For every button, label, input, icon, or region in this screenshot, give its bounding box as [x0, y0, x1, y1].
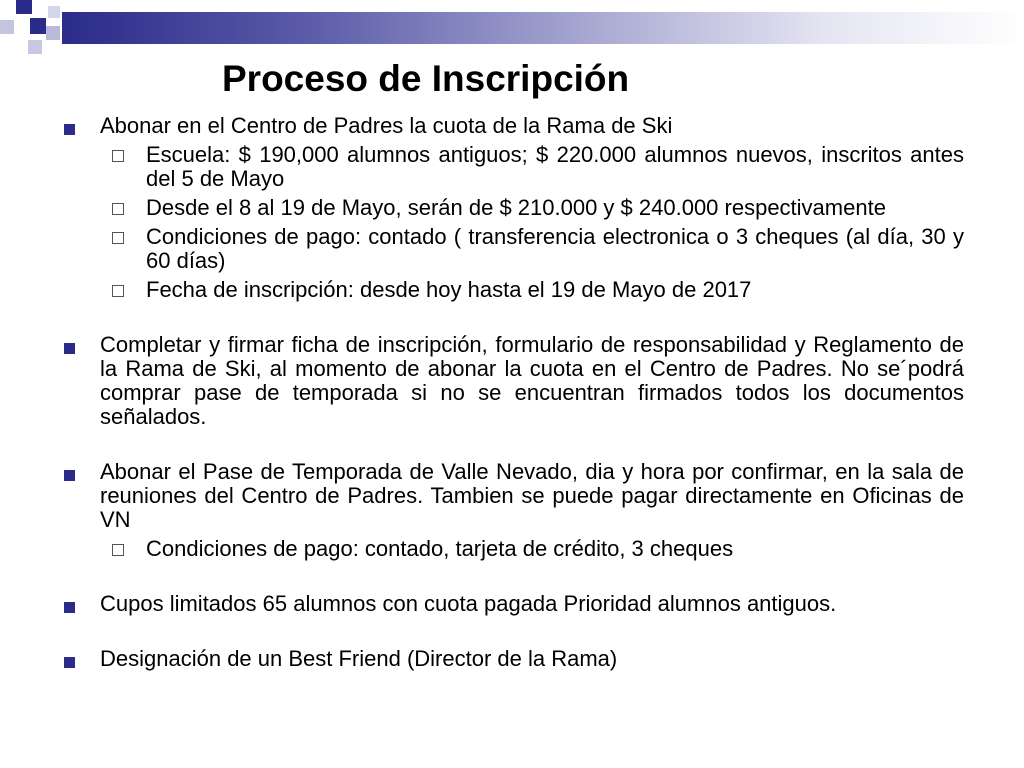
hollow-square-bullet-icon — [112, 203, 124, 215]
sub-bullet-item — [56, 278, 964, 302]
header-gradient-bar — [62, 12, 1024, 44]
sub-bullet-item — [56, 225, 964, 273]
decor-square — [0, 20, 14, 34]
hollow-square-bullet-icon — [112, 150, 124, 162]
sub-bullet-text: Escuela: $ 190,000 alumnos antiguos; $ 220.000 alumnos nuevos, inscritos antes del 5 de Mayo — [146, 142, 964, 191]
bullet-item — [56, 114, 964, 138]
square-bullet-icon — [64, 470, 75, 481]
bullet-text: Cupos limitados 65 alumnos con cuota pagada Prioridad alumnos antiguos. — [100, 591, 837, 616]
bullet-list — [56, 114, 964, 671]
hollow-square-bullet-icon — [112, 544, 124, 556]
square-bullet-icon — [64, 343, 75, 354]
sub-bullet-item — [56, 196, 964, 220]
decor-square — [46, 26, 60, 40]
slide-title: Proceso de Inscripción — [222, 58, 630, 99]
bullet-item — [56, 460, 964, 532]
decor-square — [30, 18, 46, 34]
square-bullet-icon — [64, 124, 75, 135]
bullet-text: Abonar en el Centro de Padres la cuota de la Rama de Ski — [100, 113, 673, 138]
decor-square — [48, 6, 60, 18]
sub-bullet-text: Fecha de inscripción: desde hoy hasta el 19 de Mayo de 2017 — [146, 277, 752, 302]
bullet-item — [56, 647, 964, 671]
bullet-item — [56, 333, 964, 429]
decor-square — [28, 40, 42, 54]
bullet-text: Designación de un Best Friend (Director de la Rama) — [100, 646, 618, 671]
hollow-square-bullet-icon — [112, 232, 124, 244]
square-bullet-icon — [64, 602, 75, 613]
square-bullet-icon — [64, 657, 75, 668]
sub-bullet-text: Condiciones de pago: contado ( transferencia electronica o 3 cheques (al día, 30 y 60 días) — [146, 224, 964, 273]
hollow-square-bullet-icon — [112, 285, 124, 297]
sub-bullet-item — [56, 143, 964, 191]
sub-bullet-item — [56, 537, 964, 561]
decor-square — [16, 0, 32, 14]
bullet-item — [56, 592, 964, 616]
sub-bullet-text: Desde el 8 al 19 de Mayo, serán de $ 210.000 y $ 240.000 respectivamente — [146, 195, 886, 220]
bullet-text: Abonar el Pase de Temporada de Valle Nevado, dia y hora por confirmar, en la sala de reuniones del Centro de Padres. Tambien se puede pagar directamente en Oficinas de VN — [100, 459, 964, 532]
sub-bullet-text: Condiciones de pago: contado, tarjeta de crédito, 3 cheques — [146, 536, 734, 561]
bullet-text: Completar y firmar ficha de inscripción, formulario de responsabilidad y Reglamento de la Rama de Ski, al momento de abonar la cuota en el Centro de Padres. No se´podrá comprar pase de temporada si no se encuentran firmados todos los documentos señalados. — [100, 332, 964, 429]
